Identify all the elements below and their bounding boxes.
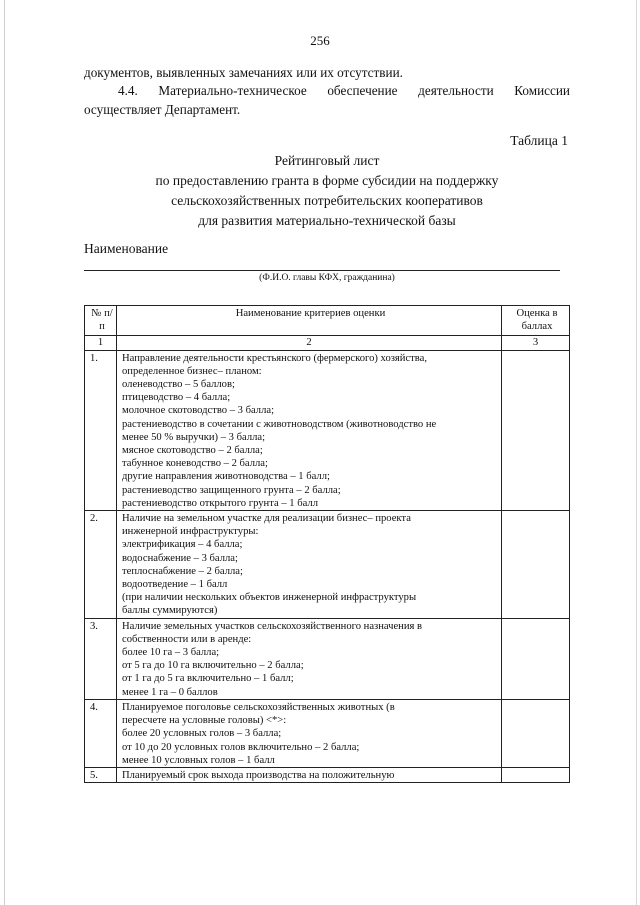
criteria-line: мясное скотоводство – 2 балла; (122, 445, 263, 457)
criteria-cell (117, 511, 502, 619)
name-fill-line (84, 270, 560, 271)
criteria-line: менее 1 га – 0 баллов (122, 686, 218, 698)
paragraph-continuation: документов, выявленных замечаниях или их отсутствии. (84, 65, 403, 80)
header-score: Оценка в баллах (502, 306, 570, 336)
header-criteria: Наименование критериев оценки (117, 306, 502, 336)
page-number: 256 (310, 33, 330, 48)
score-cell[interactable] (502, 350, 570, 510)
criteria-line: Направление деятельности крестьянского (фермерского) хозяйства, (122, 352, 428, 364)
table-row (85, 511, 570, 619)
table-row (85, 767, 570, 782)
criteria-line: теплоснабжение – 2 балла; (122, 565, 243, 577)
criteria-line: Наличие земельных участков сельскохозяйственного назначения в (122, 620, 423, 632)
criteria-line: менее 50 % выручки) – 3 балла; (122, 431, 266, 443)
criteria-line: молочное скотоводство – 3 балла; (122, 405, 275, 417)
score-cell[interactable] (502, 511, 570, 619)
scan-edge-left (4, 0, 5, 905)
criteria-line: от 5 га до 10 га включительно – 2 балла; (122, 660, 304, 672)
column-number: 2 (117, 336, 502, 350)
criteria-line: баллы суммируются) (122, 605, 218, 617)
criteria-line: Наличие на земельном участке для реализации бизнес– проекта (122, 513, 411, 525)
criteria-cell (117, 699, 502, 767)
paragraph-4-4: 4.4. Материально-техническое обеспечение деятельности Комиссии осуществляет Департамент. (84, 83, 570, 117)
criteria-line: более 20 условных голов – 3 балла; (122, 728, 282, 740)
table-row (85, 618, 570, 699)
column-number: 1 (85, 336, 117, 350)
criteria-cell (117, 350, 502, 510)
criteria-line: (при наличии нескольких объектов инженерной инфраструктуры (122, 592, 417, 604)
criteria-line: инженерной инфраструктуры: (122, 526, 259, 538)
criteria-line: пересчете на условные головы) <*>: (122, 715, 287, 727)
criteria-line: более 10 га – 3 балла; (122, 647, 220, 659)
criteria-line: другие направления животноводства – 1 балл; (122, 471, 330, 483)
title-line: для развития материально-технической базы (198, 213, 456, 228)
header-number: № п/п (85, 306, 117, 336)
title-line: по предоставлению гранта в форме субсидии на поддержку (155, 173, 499, 188)
row-number: 4. (85, 699, 117, 767)
table-header-row (85, 306, 570, 336)
score-cell[interactable] (502, 767, 570, 782)
criteria-line: растениеводство в сочетании с животноводством (животноводство не (122, 418, 437, 430)
name-caption: (Ф.И.О. главы КФХ, гражданина) (259, 273, 395, 283)
criteria-line: определенное бизнес– планом: (122, 365, 262, 377)
name-label: Наименование (84, 241, 169, 256)
criteria-line: электрификация – 4 балла; (122, 539, 243, 551)
row-number: 5. (85, 767, 117, 782)
criteria-line: Планируемый срок выхода производства на положительную (122, 769, 395, 781)
criteria-line: от 1 га до 5 га включительно – 1 балл; (122, 673, 294, 685)
criteria-cell (117, 767, 502, 782)
criteria-line: Планируемое поголовье сельскохозяйственных животных (в (122, 701, 395, 713)
criteria-line: водоснабжение – 3 балла; (122, 552, 238, 564)
table-row (85, 699, 570, 767)
row-number: 2. (85, 511, 117, 619)
row-number: 1. (85, 350, 117, 510)
row-number: 3. (85, 618, 117, 699)
criteria-line: птицеводство – 4 балла; (122, 392, 231, 404)
criteria-line: растениеводство защищенного грунта – 2 балла; (122, 484, 341, 496)
criteria-line: растениеводство открытого грунта – 1 балл (122, 497, 318, 509)
criteria-line: менее 10 условных голов – 1 балл (122, 754, 275, 766)
document-title (84, 151, 570, 231)
table-number: Таблица 1 (510, 133, 568, 148)
score-cell[interactable] (502, 618, 570, 699)
criteria-line: собственности или в аренде: (122, 633, 252, 645)
criteria-line: оленеводство – 5 баллов; (122, 379, 235, 391)
title-line: Рейтинговый лист (274, 153, 380, 168)
criteria-cell (117, 618, 502, 699)
score-cell[interactable] (502, 699, 570, 767)
criteria-line: от 10 до 20 условных голов включительно – 2 балла; (122, 741, 360, 753)
criteria-table (84, 305, 570, 783)
criteria-line: табунное коневодство – 2 балла; (122, 458, 268, 470)
table-row (85, 350, 570, 510)
scan-edge-right (636, 0, 637, 905)
column-number-row (85, 336, 570, 350)
criteria-line: водоотведение – 1 балл (122, 579, 228, 591)
title-line: сельскохозяйственных потребительских кооперативов (171, 193, 483, 208)
column-number: 3 (502, 336, 570, 350)
